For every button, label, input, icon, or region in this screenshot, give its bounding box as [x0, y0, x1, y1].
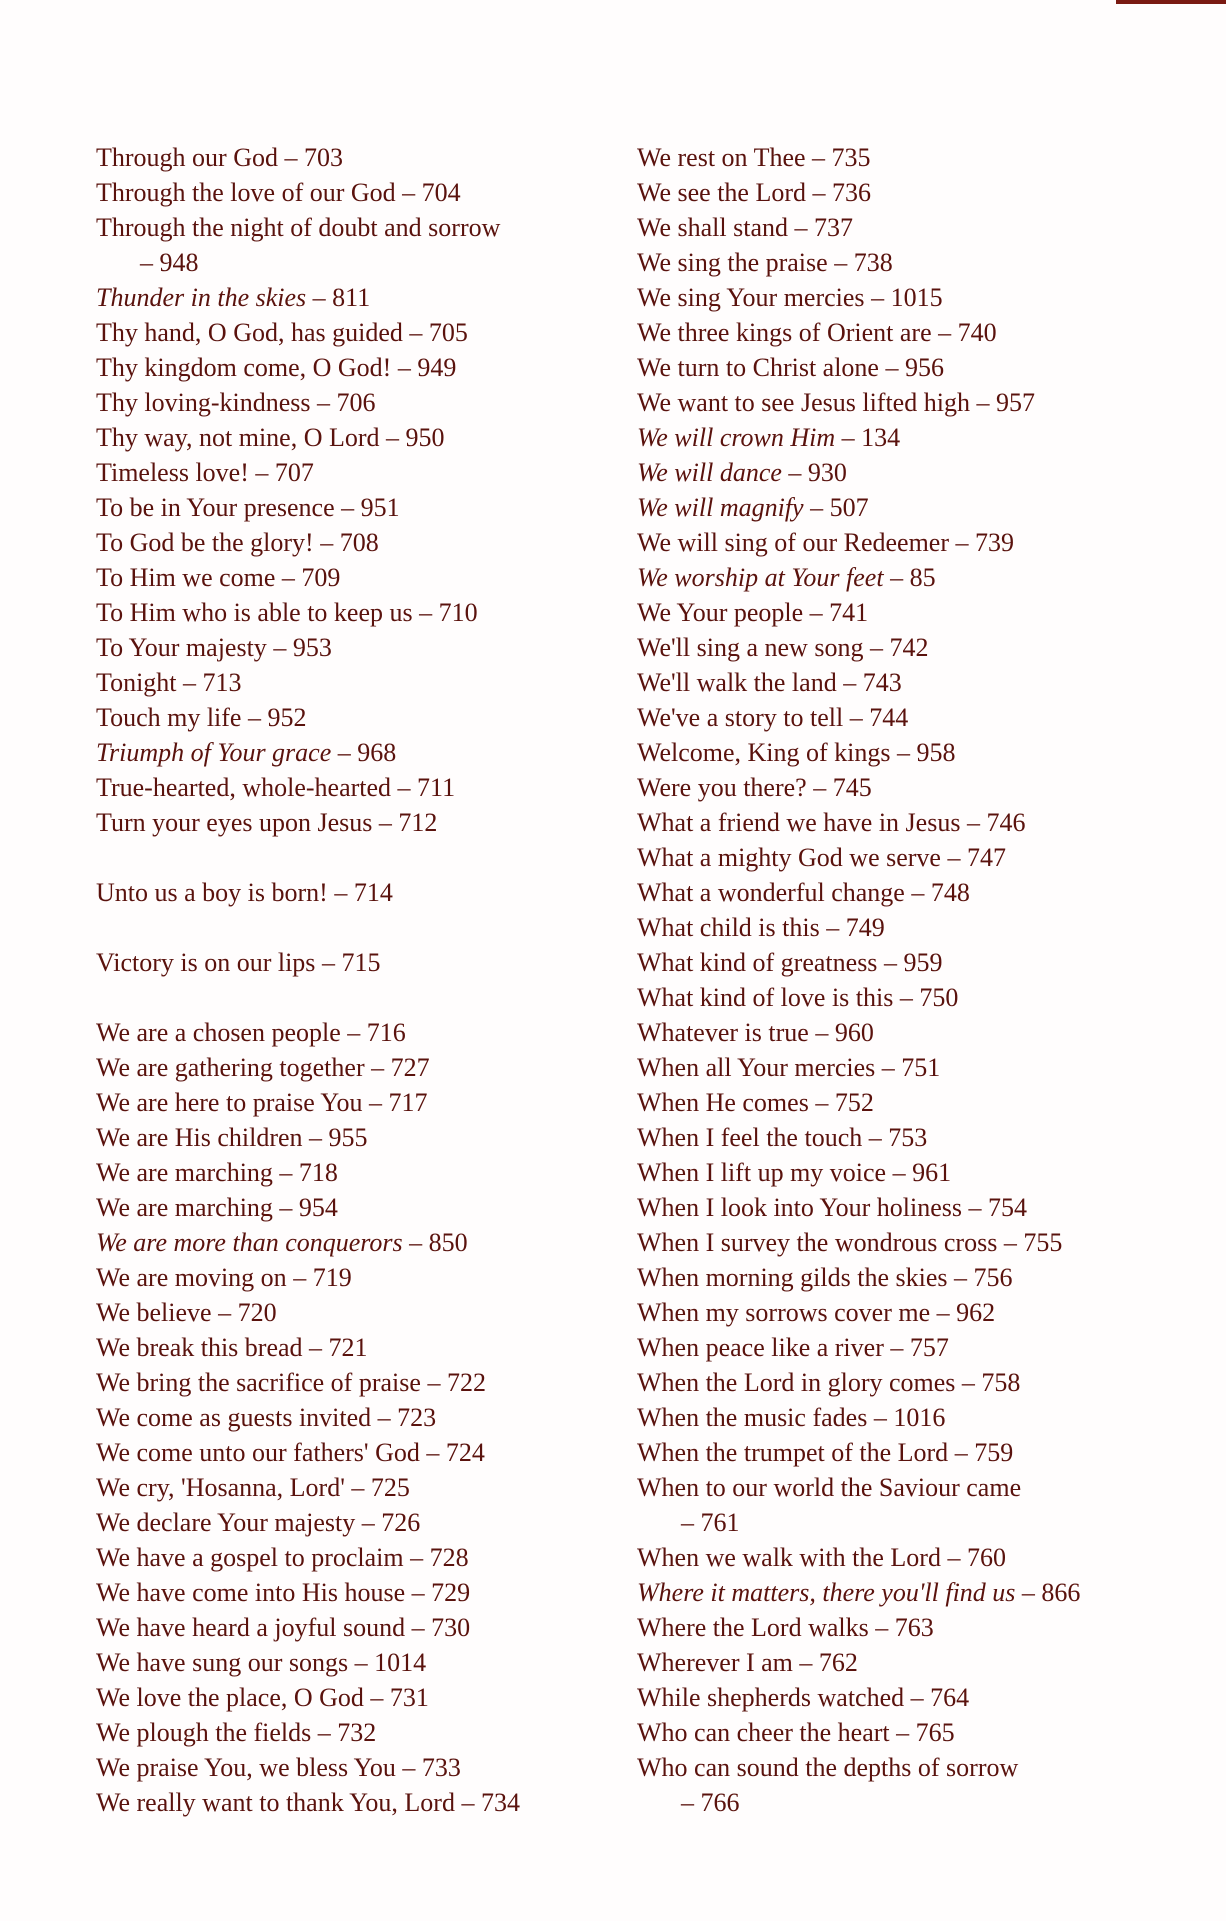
index-entry: Thunder in the skies – 811 [96, 283, 371, 312]
index-entry: Welcome, King of kings – 958 [637, 738, 956, 767]
entry-number: 737 [814, 213, 853, 242]
entry-title: We want to see Jesus lifted high [637, 388, 970, 417]
entry-title: While shepherds watched [637, 1683, 905, 1712]
index-entry: True-hearted, whole-hearted – 711 [96, 773, 456, 802]
index-entry: When my sorrows cover me – 962 [637, 1298, 996, 1327]
entry-title: When all Your mercies [637, 1053, 876, 1082]
index-entry [96, 210, 616, 245]
index-column-right [637, 140, 1212, 1820]
entry-title: When to our world the Saviour came [637, 1473, 1022, 1502]
entry-title: When the Lord in glory comes [637, 1368, 956, 1397]
entry-title: Whatever is true [637, 1018, 809, 1047]
index-entry: Unto us a boy is born! – 714 [96, 878, 393, 907]
index-entry: We will sing of our Redeemer – 739 [637, 528, 1014, 557]
entry-title: We have sung our songs [96, 1648, 349, 1677]
entry-title: When I lift up my voice [637, 1158, 887, 1187]
entry-title: We plough the fields [96, 1718, 312, 1747]
index-entry: We will dance – 930 [637, 458, 847, 487]
entry-title: We really want to thank You, Lord [96, 1788, 455, 1817]
entry-number: 752 [834, 1088, 874, 1117]
entry-number: 954 [298, 1193, 338, 1222]
index-entry: Timeless love! – 707 [96, 458, 314, 487]
index-entry: We break this bread – 721 [96, 1333, 368, 1362]
index-entry: We'll walk the land – 743 [637, 668, 902, 697]
entry-number: 733 [421, 1753, 461, 1782]
index-entry: We shall stand – 737 [637, 213, 853, 242]
index-entry: Through the love of our God – 704 [96, 178, 461, 207]
entry-title: Thy loving-kindness [96, 388, 311, 417]
entry-number: 731 [389, 1683, 429, 1712]
entry-title: We sing Your mercies [637, 283, 865, 312]
index-entry: We praise You, we bless You – 733 [96, 1753, 461, 1782]
index-entry: Where the Lord walks – 763 [637, 1613, 934, 1642]
entry-number: 706 [336, 388, 376, 417]
index-entry: We rest on Thee – 735 [637, 143, 871, 172]
index-entry: To God be the glory! – 708 [96, 528, 379, 557]
entry-number: 745 [832, 773, 872, 802]
entry-title: We are marching [96, 1193, 273, 1222]
entry-title: What child is this [637, 913, 820, 942]
entry-number: 956 [904, 353, 944, 382]
index-entry: When I feel the touch – 753 [637, 1123, 928, 1152]
section-gap [96, 980, 616, 1015]
entry-number: 955 [328, 1123, 368, 1152]
index-entry: When the music fades – 1016 [637, 1403, 946, 1432]
index-entry: What kind of love is this – 750 [637, 983, 959, 1012]
entry-title: Who can cheer the heart [637, 1718, 890, 1747]
entry-number: 753 [888, 1123, 928, 1152]
entry-title: Wherever I am [637, 1648, 793, 1677]
entry-title: When morning gilds the skies [637, 1263, 948, 1292]
entry-title: We turn to Christ alone [637, 353, 879, 382]
entry-title: We come as guests invited [96, 1403, 372, 1432]
entry-number: 968 [357, 738, 397, 767]
entry-title: We are moving on [96, 1263, 287, 1292]
entry-number: 722 [446, 1368, 486, 1397]
entry-title: What kind of love is this [637, 983, 894, 1012]
entry-number: 724 [445, 1438, 485, 1467]
entry-title: Through our God [96, 143, 278, 172]
index-entry: When He comes – 752 [637, 1088, 874, 1117]
index-entry: Touch my life – 952 [96, 703, 307, 732]
entry-number: 134 [861, 423, 901, 452]
index-entry: When morning gilds the skies – 756 [637, 1263, 1013, 1292]
index-entry: We really want to thank You, Lord – 734 [96, 1788, 520, 1817]
entry-title: Welcome, King of kings [637, 738, 891, 767]
index-entry: Wherever I am – 762 [637, 1648, 858, 1677]
index-entry [637, 1750, 1212, 1785]
index-entry: We plough the fields – 732 [96, 1718, 377, 1747]
entry-number: 729 [431, 1578, 471, 1607]
entry-title: We will dance [637, 458, 782, 487]
entry-title: We Your people [637, 598, 804, 627]
entry-number: 866 [1041, 1578, 1081, 1607]
entry-title: We are His children [96, 1123, 303, 1152]
entry-title: Victory is on our lips [96, 948, 316, 977]
index-entry: We'll sing a new song – 742 [637, 633, 929, 662]
index-entry: We turn to Christ alone – 956 [637, 353, 944, 382]
index-entry: We have sung our songs – 1014 [96, 1648, 427, 1677]
entry-title: When the music fades [637, 1403, 868, 1432]
entry-number: 747 [966, 843, 1006, 872]
entry-title: When I look into Your holiness [637, 1193, 962, 1222]
entry-number: 725 [370, 1473, 410, 1502]
index-entry: Turn your eyes upon Jesus – 712 [96, 808, 438, 837]
entry-number: 710 [438, 598, 478, 627]
index-entry: Thy way, not mine, O Lord – 950 [96, 423, 445, 452]
entry-title: Where it matters, there you'll find us [637, 1578, 1016, 1607]
entry-number: 712 [398, 808, 438, 837]
entry-title: We will crown Him [637, 423, 836, 452]
entry-title: We praise You, we bless You [96, 1753, 396, 1782]
entry-title: To be in Your presence [96, 493, 335, 522]
index-entry [637, 1470, 1212, 1505]
index-entry: Whatever is true – 960 [637, 1018, 874, 1047]
entry-title: What a wonderful change [637, 878, 905, 907]
entry-title: Were you there? [637, 773, 807, 802]
entry-number: 957 [995, 388, 1035, 417]
entry-number: 721 [328, 1333, 368, 1362]
section-gap [96, 910, 616, 945]
entry-number: 850 [428, 1228, 468, 1257]
index-entry: We've a story to tell – 744 [637, 703, 909, 732]
entry-title: We shall stand [637, 213, 788, 242]
index-entry: We sing Your mercies – 1015 [637, 283, 943, 312]
entry-title: We declare Your majesty [96, 1508, 356, 1537]
index-entry: We are here to praise You – 717 [96, 1088, 428, 1117]
index-entry: We come unto our fathers' God – 724 [96, 1438, 485, 1467]
index-entry: To be in Your presence – 951 [96, 493, 400, 522]
index-column-left [96, 140, 616, 1820]
entry-number: 962 [956, 1298, 996, 1327]
entry-number: 757 [909, 1333, 949, 1362]
entry-number: 951 [360, 493, 400, 522]
entry-title: When I feel the touch [637, 1123, 863, 1152]
entry-number: 746 [986, 808, 1026, 837]
entry-number: 961 [912, 1158, 952, 1187]
entry-title: We'll walk the land [637, 668, 837, 697]
entry-number: 716 [366, 1018, 406, 1047]
entry-title: Thy hand, O God, has guided [96, 318, 403, 347]
entry-title: When the trumpet of the Lord [637, 1438, 949, 1467]
index-entry: To Him who is able to keep us – 710 [96, 598, 478, 627]
entry-number: 950 [405, 423, 445, 452]
entry-title: We are gathering together [96, 1053, 365, 1082]
entry-title: We have a gospel to proclaim [96, 1543, 404, 1572]
index-entry: We are marching – 954 [96, 1193, 338, 1222]
entry-title: To God be the glory! [96, 528, 314, 557]
index-entry: We see the Lord – 736 [637, 178, 871, 207]
entry-title: We sing the praise [637, 248, 828, 277]
entry-title: Thy way, not mine, O Lord [96, 423, 380, 452]
entry-title: Timeless love! [96, 458, 249, 487]
index-entry: What a wonderful change – 748 [637, 878, 970, 907]
entry-number: 739 [975, 528, 1014, 557]
entry-number: 705 [428, 318, 468, 347]
entry-title: We see the Lord [637, 178, 806, 207]
index-entry: We worship at Your feet – 85 [637, 563, 936, 592]
entry-number: 756 [973, 1263, 1013, 1292]
entry-number: 751 [901, 1053, 941, 1082]
entry-title: When I survey the wondrous cross [637, 1228, 998, 1257]
entry-number: 726 [381, 1508, 421, 1537]
entry-number: 734 [480, 1788, 520, 1817]
index-entry: We want to see Jesus lifted high – 957 [637, 388, 1035, 417]
entry-title: We will magnify [637, 493, 804, 522]
index-entry: When peace like a river – 757 [637, 1333, 949, 1362]
index-entry: We sing the praise – 738 [637, 248, 893, 277]
entry-title: We are more than conquerors [96, 1228, 403, 1257]
entry-title: When He comes [637, 1088, 809, 1117]
entry-number: 719 [312, 1263, 352, 1292]
entry-title: We have come into His house [96, 1578, 406, 1607]
index-entry: Through our God – 703 [96, 143, 343, 172]
entry-title: We will sing of our Redeemer [637, 528, 949, 557]
index-entry: What child is this – 749 [637, 913, 885, 942]
entry-title: Touch my life [96, 703, 242, 732]
index-entry: Thy kingdom come, O God! – 949 [96, 353, 457, 382]
entry-title: Triumph of Your grace [96, 738, 332, 767]
index-entry: When I lift up my voice – 961 [637, 1158, 952, 1187]
entry-number: 742 [889, 633, 929, 662]
index-entry: We have come into His house – 729 [96, 1578, 471, 1607]
entry-title: We love the place, O God [96, 1683, 364, 1712]
entry-number: 732 [337, 1718, 377, 1747]
entry-number: 720 [237, 1298, 277, 1327]
entry-number: 723 [397, 1403, 437, 1432]
entry-number: 930 [807, 458, 847, 487]
entry-title: We bring the sacrifice of praise [96, 1368, 421, 1397]
index-entry: What a mighty God we serve – 747 [637, 843, 1006, 872]
entry-number: 948 [159, 248, 199, 277]
entry-title: Thunder in the skies [96, 283, 307, 312]
index-entry: Were you there? – 745 [637, 773, 872, 802]
index-entry: We will magnify – 507 [637, 493, 869, 522]
index-entry: We three kings of Orient are – 740 [637, 318, 997, 347]
entry-title: What a mighty God we serve [637, 843, 941, 872]
index-entry: We bring the sacrifice of praise – 722 [96, 1368, 486, 1397]
index-entry: We Your people – 741 [637, 598, 869, 627]
entry-number: 958 [916, 738, 956, 767]
entry-number: 761 [700, 1508, 740, 1537]
entry-title: Through the night of doubt and sorrow [96, 213, 501, 242]
index-entry: We cry, 'Hosanna, Lord' – 725 [96, 1473, 410, 1502]
entry-title: We break this bread [96, 1333, 303, 1362]
entry-number: 1016 [893, 1403, 946, 1432]
entry-title: Who can sound the depths of sorrow [637, 1753, 1019, 1782]
index-entry: Victory is on our lips – 715 [96, 948, 381, 977]
entry-title: When my sorrows cover me [637, 1298, 931, 1327]
index-entry: When the trumpet of the Lord – 759 [637, 1438, 1014, 1467]
entry-title: What a friend we have in Jesus [637, 808, 961, 837]
entry-number: 811 [332, 283, 371, 312]
entry-title: When peace like a river [637, 1333, 884, 1362]
entry-number: 760 [966, 1543, 1006, 1572]
index-entry-continuation: – 948 [140, 248, 199, 277]
entry-title: Where the Lord walks [637, 1613, 869, 1642]
index-entry: We believe – 720 [96, 1298, 277, 1327]
entry-title: Unto us a boy is born! [96, 878, 328, 907]
entry-number: 763 [894, 1613, 934, 1642]
index-entry: We will crown Him – 134 [637, 423, 901, 452]
entry-number: 743 [862, 668, 902, 697]
entry-title: We have heard a joyful sound [96, 1613, 406, 1642]
index-entry: Who can cheer the heart – 765 [637, 1718, 955, 1747]
entry-title: What kind of greatness [637, 948, 878, 977]
entry-title: We'll sing a new song [637, 633, 864, 662]
entry-number: 735 [831, 143, 871, 172]
entry-title: We come unto our fathers' God [96, 1438, 420, 1467]
entry-number: 709 [301, 563, 341, 592]
index-entry: When I survey the wondrous cross – 755 [637, 1228, 1063, 1257]
index-entry: We are gathering together – 727 [96, 1053, 430, 1082]
index-entry-continuation: – 761 [681, 1508, 740, 1537]
index-entry: To Your majesty – 953 [96, 633, 332, 662]
entry-number: 728 [429, 1543, 469, 1572]
entry-number: 1015 [890, 283, 943, 312]
entry-title: To Him who is able to keep us [96, 598, 413, 627]
entry-number: 718 [298, 1158, 338, 1187]
entry-number: 703 [303, 143, 343, 172]
index-entry: We are His children – 955 [96, 1123, 368, 1152]
index-entry-continuation: – 766 [681, 1788, 740, 1817]
index-entry: Where it matters, there you'll find us – 866 [637, 1578, 1081, 1607]
entry-number: 748 [930, 878, 970, 907]
entry-number: 960 [834, 1018, 874, 1047]
entry-number: 714 [353, 878, 393, 907]
entry-number: 713 [202, 668, 242, 697]
entry-number: 765 [915, 1718, 955, 1747]
entry-number: 758 [981, 1368, 1021, 1397]
entry-number: 708 [339, 528, 379, 557]
entry-title: We believe [96, 1298, 212, 1327]
entry-title: Through the love of our God [96, 178, 396, 207]
entry-number: 738 [853, 248, 893, 277]
entry-number: 754 [988, 1193, 1027, 1222]
index-entry: We are a chosen people – 716 [96, 1018, 406, 1047]
entry-number: 952 [267, 703, 307, 732]
entry-number: 736 [832, 178, 871, 207]
entry-number: 707 [274, 458, 314, 487]
index-entry: We have a gospel to proclaim – 728 [96, 1543, 469, 1572]
index-entry: We declare Your majesty – 726 [96, 1508, 421, 1537]
entry-number: 711 [417, 773, 456, 802]
index-entry: Tonight – 713 [96, 668, 242, 697]
entry-number: 507 [829, 493, 869, 522]
index-entry: When the Lord in glory comes – 758 [637, 1368, 1021, 1397]
entry-number: 949 [417, 353, 457, 382]
entry-number: 953 [292, 633, 332, 662]
entry-title: We cry, 'Hosanna, Lord' [96, 1473, 345, 1502]
index-entry: While shepherds watched – 764 [637, 1683, 970, 1712]
index-entry: Thy loving-kindness – 706 [96, 388, 376, 417]
entry-number: 1014 [374, 1648, 427, 1677]
entry-number: 704 [421, 178, 461, 207]
entry-title: Tonight [96, 668, 177, 697]
entry-number: 759 [974, 1438, 1014, 1467]
entry-number: 715 [341, 948, 381, 977]
entry-title: We rest on Thee [637, 143, 806, 172]
index-entry: When we walk with the Lord – 760 [637, 1543, 1006, 1572]
entry-number: 755 [1023, 1228, 1063, 1257]
entry-title: Turn your eyes upon Jesus [96, 808, 373, 837]
entry-number: 730 [431, 1613, 471, 1642]
index-entry: We have heard a joyful sound – 730 [96, 1613, 471, 1642]
entry-title: Thy kingdom come, O God! [96, 353, 392, 382]
index-entry: When all Your mercies – 751 [637, 1053, 941, 1082]
index-entry: When I look into Your holiness – 754 [637, 1193, 1027, 1222]
entry-number: 764 [930, 1683, 970, 1712]
entry-number: 762 [818, 1648, 858, 1677]
index-entry: We come as guests invited – 723 [96, 1403, 437, 1432]
index-entry: Triumph of Your grace – 968 [96, 738, 397, 767]
top-edge-rule [1116, 0, 1226, 4]
entry-title: To Your majesty [96, 633, 267, 662]
entry-number: 766 [700, 1788, 740, 1817]
entry-title: We are marching [96, 1158, 273, 1187]
entry-number: 750 [919, 983, 959, 1012]
entry-title: We are a chosen people [96, 1018, 341, 1047]
entry-title: True-hearted, whole-hearted [96, 773, 392, 802]
entry-number: 740 [957, 318, 997, 347]
index-entry: To Him we come – 709 [96, 563, 341, 592]
index-entry: We are moving on – 719 [96, 1263, 352, 1292]
index-entry: We love the place, O God – 731 [96, 1683, 429, 1712]
entry-number: 717 [388, 1088, 428, 1117]
index-entry: Thy hand, O God, has guided – 705 [96, 318, 468, 347]
index-entry: We are more than conquerors – 850 [96, 1228, 468, 1257]
entry-title: We three kings of Orient are [637, 318, 932, 347]
entry-number: 749 [845, 913, 885, 942]
index-entry: What a friend we have in Jesus – 746 [637, 808, 1026, 837]
entry-number: 744 [869, 703, 909, 732]
entry-title: We worship at Your feet [637, 563, 884, 592]
entry-title: When we walk with the Lord [637, 1543, 941, 1572]
index-entry: We are marching – 718 [96, 1158, 338, 1187]
entry-title: To Him we come [96, 563, 276, 592]
entry-title: We are here to praise You [96, 1088, 363, 1117]
entry-number: 727 [390, 1053, 430, 1082]
entry-title: We've a story to tell [637, 703, 844, 732]
index-entry: What kind of greatness – 959 [637, 948, 943, 977]
entry-number: 741 [829, 598, 869, 627]
section-gap [96, 840, 616, 875]
entry-number: 85 [909, 563, 936, 592]
entry-number: 959 [903, 948, 943, 977]
